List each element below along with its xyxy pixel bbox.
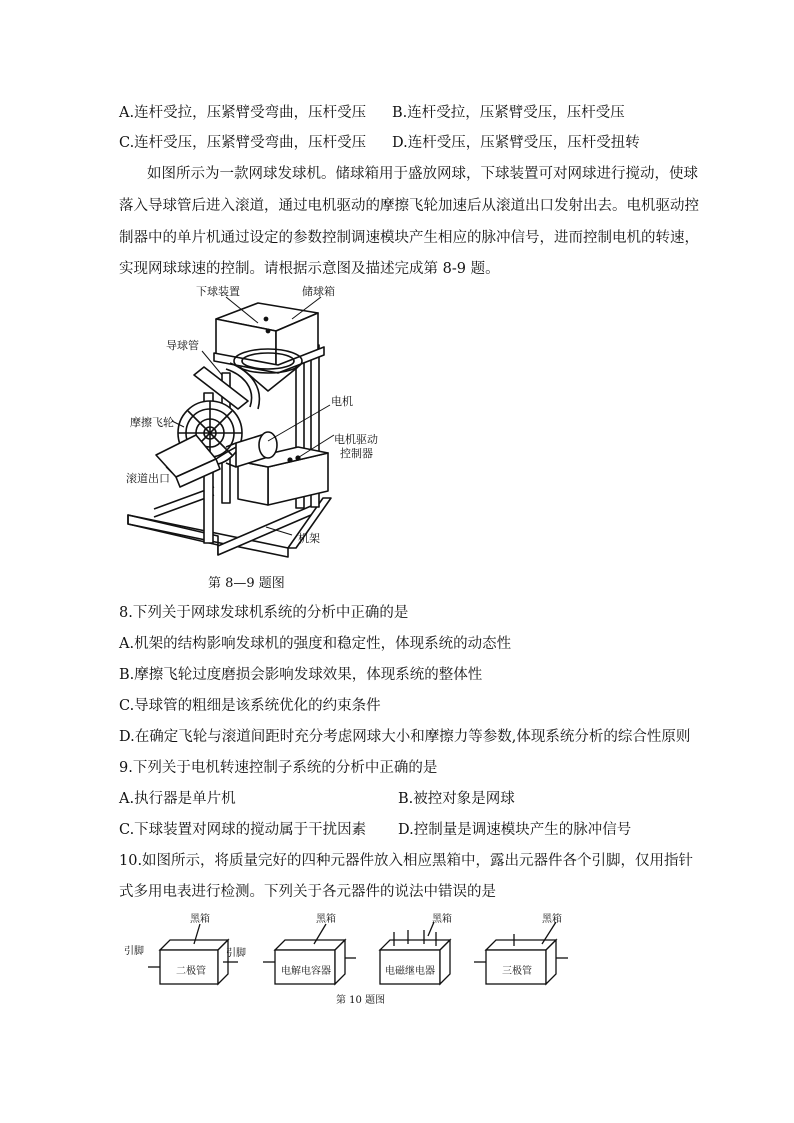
ball-machine-figure [118, 283, 408, 593]
label-qudong-2: 控制器 [340, 447, 373, 460]
q10-stem-line-1: 10.如图所示，将质量完好的四种元器件放入相应黑箱中，露出元器件各个引脚，仅用指针 [119, 853, 694, 869]
q7-option-a: A.连杆受拉，压紧臂受弯曲，压杆受压 [119, 105, 367, 121]
box-label-capacitor: 电解电容器 [281, 966, 331, 977]
q10-stem-line-2: 式多用电表进行检测。下列关于各元器件的说法中错误的是 [119, 884, 496, 900]
box-label-relay: 电磁继电器 [385, 966, 435, 977]
label-daoqiu: 导球管 [166, 339, 199, 352]
intro-line-3: 制器中的单片机通过设定的参数控制调速模块产生相应的脉冲信号，进而控制电机的转速， [119, 230, 699, 246]
q9-option-a: A.执行器是单片机 [119, 791, 236, 807]
q9-stem: 9.下列关于电机转速控制子系统的分析中正确的是 [119, 760, 438, 776]
intro-line-4: 实现网球球速的控制。请根据示意图及描述完成第 8-9 题。 [119, 261, 500, 277]
figure-caption-10: 第 10 题图 [336, 995, 386, 1006]
q9-option-d: D.控制量是调速模块产生的脉冲信号 [398, 822, 632, 838]
label-yinjiao-left: 引脚 [124, 946, 144, 957]
intro-line-1: 如图所示为一款网球发球机。储球箱用于盛放网球，下球装置可对网球进行搅动，使球 [147, 166, 698, 182]
label-jijia: 机架 [298, 532, 320, 545]
label-heixiang-3: 黑箱 [432, 914, 452, 925]
q8-option-a: A.机架的结构影响发球机的强度和稳定性，体现系统的动态性 [119, 636, 512, 652]
label-heixiang-2: 黑箱 [316, 914, 336, 925]
label-gundao: 滚道出口 [126, 472, 170, 485]
figure-caption-89: 第 8—9 题图 [208, 576, 285, 591]
q8-option-c: C.导球管的粗细是该系统优化的约束条件 [119, 698, 381, 714]
q7-option-c: C.连杆受压，压紧臂受弯曲，压杆受压 [119, 135, 367, 151]
label-chuqiu: 储球箱 [302, 285, 335, 298]
q9-option-c: C.下球装置对网球的搅动属于干扰因素 [119, 822, 367, 838]
box-label-transistor: 三极管 [502, 966, 532, 977]
black-box-figure [118, 910, 598, 1010]
q7-option-d: D.连杆受压，压紧臂受压，压杆受扭转 [392, 135, 640, 151]
label-dianji: 电机 [331, 395, 353, 408]
label-mocha: 摩擦飞轮 [130, 416, 174, 429]
label-yinjiao-right: 引脚 [226, 948, 246, 959]
label-qudong-1: 电机驱动 [334, 433, 378, 446]
label-heixiang-1: 黑箱 [190, 914, 210, 925]
q9-option-b: B.被控对象是网球 [398, 791, 515, 807]
q8-option-b: B.摩擦飞轮过度磨损会影响发球效果，体现系统的整体性 [119, 667, 483, 683]
q7-option-b: B.连杆受拉，压紧臂受压，压杆受压 [392, 105, 625, 121]
label-heixiang-4: 黑箱 [542, 914, 562, 925]
box-label-diode: 二极管 [176, 966, 206, 977]
intro-line-2: 落入导球管后进入滚道，通过电机驱动的摩擦飞轮加速后从滚道出口发射出去。电机驱动控 [119, 198, 699, 214]
q8-stem: 8.下列关于网球发球机系统的分析中正确的是 [119, 605, 409, 621]
q8-option-d: D.在确定飞轮与滚道间距时充分考虑网球大小和摩擦力等参数,体现系统分析的综合性原则 [119, 729, 691, 745]
label-xiaqiu: 下球装置 [196, 285, 240, 298]
